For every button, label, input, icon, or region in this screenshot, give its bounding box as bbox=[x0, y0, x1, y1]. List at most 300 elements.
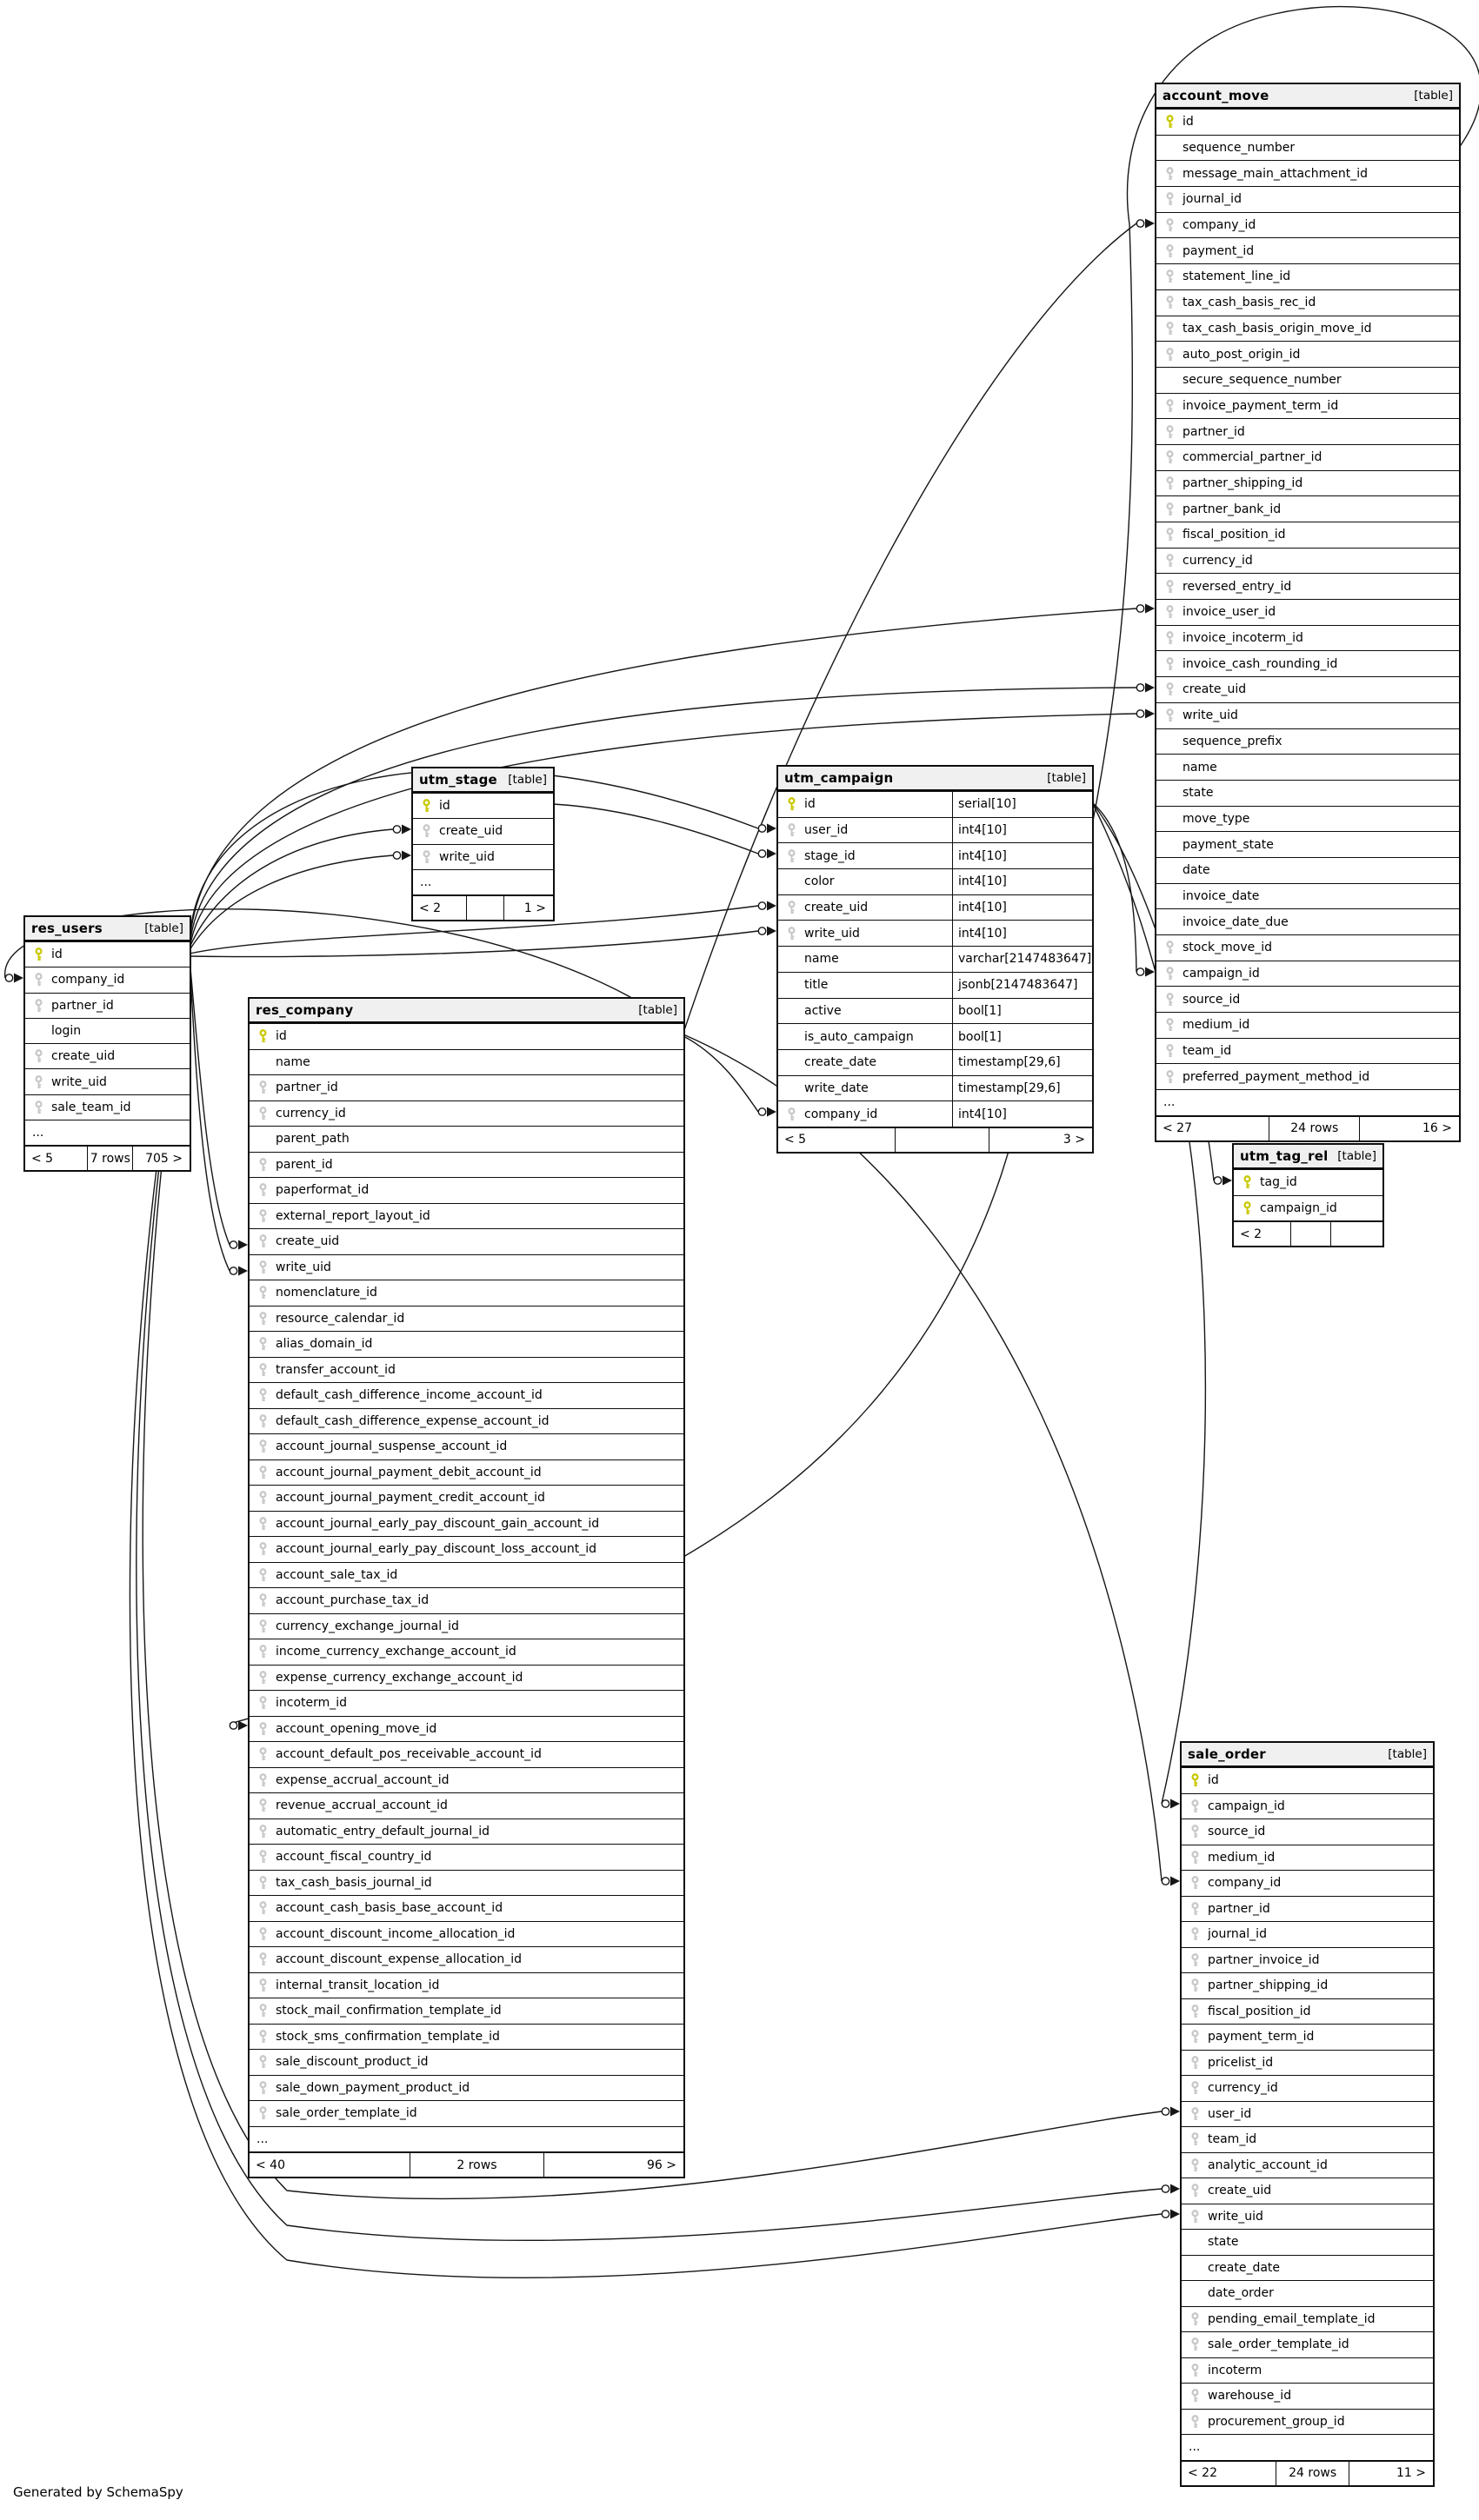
column-row-partner_id bbox=[250, 1074, 683, 1100]
more-columns-ellipsis: ... bbox=[250, 2126, 683, 2152]
column-name: write_uid bbox=[1183, 708, 1238, 723]
foreign-key-icon bbox=[413, 850, 439, 864]
column-name: stock_move_id bbox=[1183, 941, 1273, 955]
column-row-company_id bbox=[1182, 1870, 1433, 1896]
column-row-account_sale_tax_id bbox=[250, 1562, 683, 1588]
zero-or-one-circle-icon bbox=[230, 1241, 237, 1248]
column-row-currency_id bbox=[250, 1100, 683, 1127]
fk-arrow-icon bbox=[1170, 2184, 1180, 2194]
column-name: default_cash_difference_income_account_id bbox=[276, 1388, 543, 1403]
table-footer bbox=[413, 894, 553, 920]
column-row-write_date bbox=[778, 1075, 1092, 1101]
fk-arrow-icon bbox=[238, 1240, 248, 1250]
zero-or-one-circle-icon bbox=[1136, 220, 1143, 227]
footer-children: 16 > bbox=[1422, 1121, 1452, 1136]
column-row-sale_order_template_id bbox=[1182, 2331, 1433, 2357]
column-name: write_uid bbox=[276, 1260, 331, 1274]
foreign-key-icon bbox=[25, 1075, 51, 1089]
column-row-commercial_partner_id bbox=[1156, 444, 1459, 470]
footer-children: 11 > bbox=[1396, 2466, 1427, 2480]
column-name: write_uid bbox=[804, 926, 860, 941]
foreign-key-icon bbox=[250, 1183, 276, 1197]
foreign-key-icon bbox=[1182, 1851, 1208, 1865]
column-row-id bbox=[413, 793, 553, 818]
column-row-write_uid bbox=[250, 1254, 683, 1280]
foreign-key-icon bbox=[778, 1107, 804, 1121]
column-row-default_cash_difference_expense_account_id bbox=[250, 1408, 683, 1434]
foreign-key-icon bbox=[1156, 554, 1183, 568]
table-res_company[interactable] bbox=[248, 997, 685, 2178]
column-name: partner_bank_id bbox=[1183, 502, 1282, 516]
foreign-key-icon bbox=[250, 1901, 276, 1915]
column-name: create_uid bbox=[804, 901, 869, 915]
primary-key-icon bbox=[1234, 1201, 1260, 1215]
column-row-campaign_id bbox=[1182, 1793, 1433, 1819]
table-title[interactable]: sale_order bbox=[1188, 1746, 1266, 1762]
foreign-key-icon bbox=[1182, 1953, 1208, 1967]
column-name: write_uid bbox=[1208, 2209, 1263, 2224]
primary-key-icon bbox=[250, 1029, 276, 1043]
column-row-paperformat_id bbox=[250, 1177, 683, 1203]
column-name: payment_state bbox=[1183, 837, 1274, 852]
column-name: reversed_entry_id bbox=[1183, 579, 1292, 594]
column-row-team_id bbox=[1156, 1038, 1459, 1064]
column-name: create_uid bbox=[1183, 682, 1247, 697]
column-row-account_journal_payment_credit_account_id bbox=[250, 1485, 683, 1511]
column-name: partner_id bbox=[276, 1080, 338, 1095]
table-tag: [table] bbox=[508, 773, 547, 787]
column-name: tax_cash_basis_origin_move_id bbox=[1183, 321, 1372, 336]
column-row-source_id bbox=[1182, 1819, 1433, 1845]
zero-or-one-circle-icon bbox=[1136, 710, 1143, 717]
column-row-account_journal_early_pay_discount_gain_account_id bbox=[250, 1511, 683, 1537]
column-name: write_date bbox=[804, 1080, 869, 1095]
column-name: account_default_pos_receivable_account_id bbox=[276, 1747, 542, 1762]
column-name: tax_cash_basis_journal_id bbox=[276, 1875, 432, 1890]
column-name: sale_order_template_id bbox=[1208, 2337, 1349, 2352]
footer-parents: < 5 bbox=[778, 1128, 896, 1152]
fk-arrow-icon bbox=[14, 974, 23, 983]
fk-arrow-icon bbox=[1170, 1799, 1180, 1809]
column-name: name bbox=[1183, 760, 1217, 775]
foreign-key-icon bbox=[1156, 993, 1183, 1007]
column-name: transfer_account_id bbox=[276, 1362, 396, 1377]
column-row-account_purchase_tax_id bbox=[250, 1587, 683, 1613]
column-name: account_journal_early_pay_discount_gain_account_id bbox=[276, 1516, 600, 1531]
column-name: partner_id bbox=[1183, 424, 1245, 439]
fk-arrow-icon bbox=[1170, 1877, 1180, 1886]
table-title[interactable]: utm_tag_rel bbox=[1240, 1148, 1329, 1164]
table-title[interactable]: res_company bbox=[256, 1002, 354, 1018]
column-row-warehouse_id bbox=[1182, 2383, 1433, 2409]
column-name: auto_post_origin_id bbox=[1183, 347, 1301, 362]
column-row-stock_mail_confirmation_template_id bbox=[250, 1998, 683, 2024]
column-row-invoice_incoterm_id bbox=[1156, 625, 1459, 651]
zero-or-one-circle-icon bbox=[1136, 605, 1143, 612]
column-row-write_uid bbox=[1182, 2204, 1433, 2230]
column-row-write_uid bbox=[1156, 702, 1459, 728]
foreign-key-icon bbox=[250, 1825, 276, 1838]
fk-arrow-icon bbox=[1170, 2107, 1180, 2117]
column-type: int4[10] bbox=[952, 1101, 1092, 1127]
column-row-account_fiscal_country_id bbox=[250, 1844, 683, 1870]
column-name: nomenclature_id bbox=[276, 1286, 377, 1300]
footer-parents: < 22 bbox=[1182, 2462, 1276, 2485]
column-name: alias_domain_id bbox=[276, 1337, 373, 1352]
table-res_users[interactable] bbox=[23, 915, 191, 1172]
column-row-name bbox=[1156, 754, 1459, 780]
column-name: invoice_user_id bbox=[1183, 605, 1276, 620]
foreign-key-icon bbox=[1182, 2184, 1208, 2198]
column-name: message_main_attachment_id bbox=[1183, 166, 1368, 181]
column-name: parent_id bbox=[276, 1157, 333, 1172]
footer-parents: < 40 bbox=[250, 2153, 410, 2177]
foreign-key-icon bbox=[1156, 528, 1183, 542]
column-row-currency_id bbox=[1156, 548, 1459, 574]
column-row-user_id bbox=[1182, 2101, 1433, 2127]
column-row-journal_id bbox=[1156, 186, 1459, 212]
column-row-parent_id bbox=[250, 1152, 683, 1178]
footer-children: 96 > bbox=[647, 2158, 677, 2172]
column-name: state bbox=[1183, 786, 1214, 801]
column-name: fiscal_position_id bbox=[1208, 2004, 1311, 2018]
column-name: campaign_id bbox=[1260, 1200, 1337, 1215]
table-title[interactable]: utm_campaign bbox=[784, 770, 894, 786]
column-name: id bbox=[51, 947, 63, 962]
column-name: name bbox=[804, 952, 839, 967]
fk-arrow-icon bbox=[1223, 1176, 1232, 1186]
column-row-partner_id bbox=[25, 993, 190, 1018]
column-name: create_date bbox=[804, 1055, 877, 1070]
column-name: account_sale_tax_id bbox=[276, 1567, 398, 1582]
column-type: bool[1] bbox=[952, 1024, 1092, 1049]
column-row-revenue_accrual_account_id bbox=[250, 1792, 683, 1819]
more-columns-ellipsis: ... bbox=[25, 1120, 190, 1145]
zero-or-one-circle-icon bbox=[1162, 2108, 1169, 2115]
zero-or-one-circle-icon bbox=[1136, 684, 1143, 691]
zero-or-one-circle-icon bbox=[1214, 1177, 1221, 1184]
column-name: medium_id bbox=[1208, 1850, 1276, 1865]
foreign-key-icon bbox=[25, 999, 51, 1013]
column-row-user_id bbox=[778, 817, 1092, 843]
column-row-partner_shipping_id bbox=[1182, 1972, 1433, 1998]
footer-parents: < 5 bbox=[25, 1147, 88, 1170]
footer-rowcount: 24 rows bbox=[1276, 2462, 1350, 2485]
column-row-create_date bbox=[778, 1049, 1092, 1075]
column-name: secure_sequence_number bbox=[1183, 373, 1342, 388]
column-name: account_cash_basis_base_account_id bbox=[276, 1901, 503, 1916]
column-name: stage_id bbox=[804, 848, 856, 863]
foreign-key-icon bbox=[250, 1876, 276, 1890]
column-row-reversed_entry_id bbox=[1156, 573, 1459, 599]
column-name: account_discount_expense_allocation_id bbox=[276, 1952, 523, 1967]
zero-or-one-circle-icon bbox=[1162, 1800, 1169, 1807]
table-footer bbox=[1234, 1220, 1382, 1246]
column-name: partner_shipping_id bbox=[1208, 1978, 1329, 1993]
footer-rowcount bbox=[896, 1128, 989, 1152]
column-row-state bbox=[1182, 2229, 1433, 2255]
foreign-key-icon bbox=[413, 824, 439, 838]
column-row-color bbox=[778, 868, 1092, 894]
column-name: team_id bbox=[1208, 2132, 1257, 2147]
column-row-sale_discount_product_id bbox=[250, 2049, 683, 2075]
table-tag: [table] bbox=[638, 1003, 677, 1017]
column-name: invoice_date_due bbox=[1183, 914, 1289, 929]
column-name: create_uid bbox=[439, 824, 503, 839]
column-name: company_id bbox=[1208, 1876, 1282, 1891]
column-name: partner_id bbox=[51, 998, 114, 1013]
foreign-key-icon bbox=[1182, 2415, 1208, 2429]
table-tag: [table] bbox=[1047, 771, 1086, 785]
column-type: bool[1] bbox=[952, 999, 1092, 1024]
column-type: int4[10] bbox=[952, 921, 1092, 946]
zero-or-one-circle-icon bbox=[1162, 1878, 1169, 1885]
column-name: sale_down_payment_product_id bbox=[276, 2080, 470, 2095]
zero-or-one-circle-icon bbox=[758, 1108, 765, 1115]
column-name: external_report_layout_id bbox=[276, 1208, 430, 1223]
foreign-key-icon bbox=[1156, 425, 1183, 439]
footer-rowcount bbox=[467, 896, 504, 920]
foreign-key-icon bbox=[1156, 450, 1183, 464]
relationship-edge bbox=[683, 1034, 1162, 1881]
column-row-create_uid bbox=[413, 818, 553, 843]
foreign-key-icon bbox=[250, 1773, 276, 1787]
table-footer bbox=[778, 1127, 1092, 1152]
column-row-account_opening_move_id bbox=[250, 1716, 683, 1742]
footer-parents: < 2 bbox=[413, 896, 467, 920]
column-row-sequence_number bbox=[1156, 135, 1459, 161]
column-name: sale_discount_product_id bbox=[276, 2055, 429, 2070]
foreign-key-icon bbox=[1182, 2337, 1208, 2351]
foreign-key-icon bbox=[250, 1696, 276, 1710]
column-name: state bbox=[1208, 2235, 1239, 2250]
column-name: id bbox=[804, 797, 816, 812]
foreign-key-icon bbox=[250, 2081, 276, 2095]
column-row-create_date bbox=[1182, 2255, 1433, 2281]
column-name: warehouse_id bbox=[1208, 2389, 1292, 2404]
column-type: int4[10] bbox=[952, 818, 1092, 843]
column-name: partner_shipping_id bbox=[1183, 475, 1303, 490]
table-utm_stage[interactable] bbox=[411, 767, 555, 921]
foreign-key-icon bbox=[250, 2004, 276, 2018]
column-row-partner_id bbox=[1182, 1896, 1433, 1922]
column-name: user_id bbox=[804, 823, 849, 838]
column-row-default_cash_difference_income_account_id bbox=[250, 1382, 683, 1408]
column-row-tax_cash_basis_journal_id bbox=[250, 1870, 683, 1896]
foreign-key-icon bbox=[250, 1363, 276, 1377]
table-footer bbox=[25, 1145, 190, 1170]
foreign-key-icon bbox=[250, 1799, 276, 1812]
column-row-nomenclature_id bbox=[250, 1280, 683, 1306]
foreign-key-icon bbox=[1182, 2158, 1208, 2172]
column-name: account_journal_suspense_account_id bbox=[276, 1440, 508, 1454]
column-name: fiscal_position_id bbox=[1183, 528, 1286, 542]
fk-arrow-icon bbox=[767, 1107, 776, 1117]
fk-arrow-icon bbox=[767, 824, 776, 834]
column-name: campaign_id bbox=[1183, 967, 1260, 981]
column-name: is_auto_campaign bbox=[804, 1029, 914, 1044]
column-name: tag_id bbox=[1260, 1175, 1297, 1190]
column-name: write_uid bbox=[51, 1074, 107, 1089]
primary-key-icon bbox=[778, 797, 804, 811]
column-name: tax_cash_basis_rec_id bbox=[1183, 296, 1316, 310]
column-row-account_discount_income_allocation_id bbox=[250, 1921, 683, 1947]
column-row-date bbox=[1156, 857, 1459, 883]
footer-parents: < 2 bbox=[1234, 1222, 1291, 1246]
primary-key-icon bbox=[1156, 115, 1183, 129]
column-name: medium_id bbox=[1183, 1018, 1250, 1033]
table-title[interactable]: res_users bbox=[31, 921, 103, 936]
relationship-edge bbox=[190, 931, 758, 957]
foreign-key-icon bbox=[250, 1671, 276, 1685]
fk-arrow-icon bbox=[402, 825, 411, 834]
zero-or-one-circle-icon bbox=[758, 902, 765, 909]
column-row-company_id bbox=[25, 967, 190, 992]
column-row-create_uid bbox=[778, 894, 1092, 921]
foreign-key-icon bbox=[250, 1978, 276, 1992]
foreign-key-icon bbox=[250, 1619, 276, 1633]
column-name: procurement_group_id bbox=[1208, 2414, 1345, 2429]
column-row-title bbox=[778, 972, 1092, 998]
column-row-payment_id bbox=[1156, 237, 1459, 263]
foreign-key-icon bbox=[250, 2055, 276, 2069]
zero-or-one-circle-icon bbox=[758, 928, 765, 934]
foreign-key-icon bbox=[778, 901, 804, 914]
fk-arrow-icon bbox=[767, 927, 776, 936]
column-name: payment_id bbox=[1183, 243, 1255, 258]
column-row-write_uid bbox=[25, 1068, 190, 1094]
foreign-key-icon bbox=[250, 1542, 276, 1556]
column-name: write_uid bbox=[439, 849, 495, 864]
table-sale_order[interactable] bbox=[1180, 1741, 1435, 2487]
column-row-partner_shipping_id bbox=[1156, 470, 1459, 496]
column-type: timestamp[29,6] bbox=[952, 1076, 1092, 1101]
foreign-key-icon bbox=[1156, 296, 1183, 309]
foreign-key-icon bbox=[250, 1234, 276, 1248]
column-row-preferred_payment_method_id bbox=[1156, 1063, 1459, 1089]
column-name: preferred_payment_method_id bbox=[1183, 1069, 1370, 1084]
foreign-key-icon bbox=[250, 2106, 276, 2120]
more-columns-ellipsis: ... bbox=[1182, 2434, 1433, 2460]
column-row-currency_id bbox=[1182, 2075, 1433, 2101]
foreign-key-icon bbox=[1156, 1044, 1183, 1058]
column-name: invoice_date bbox=[1183, 888, 1260, 903]
zero-or-one-circle-icon bbox=[393, 852, 400, 859]
relationship-edge bbox=[1092, 802, 1136, 972]
more-columns-ellipsis: ... bbox=[413, 869, 553, 894]
column-row-payment_state bbox=[1156, 831, 1459, 857]
column-row-team_id bbox=[1182, 2126, 1433, 2152]
foreign-key-icon bbox=[1156, 476, 1183, 490]
table-utm_campaign[interactable] bbox=[776, 765, 1094, 1154]
column-row-procurement_group_id bbox=[1182, 2409, 1433, 2435]
column-row-tag_id bbox=[1234, 1169, 1382, 1195]
foreign-key-icon bbox=[1156, 167, 1183, 181]
column-row-parent_path bbox=[250, 1126, 683, 1152]
foreign-key-icon bbox=[1156, 192, 1183, 206]
foreign-key-icon bbox=[250, 1080, 276, 1094]
column-name: invoice_cash_rounding_id bbox=[1183, 656, 1338, 671]
zero-or-one-circle-icon bbox=[1162, 2211, 1169, 2217]
foreign-key-icon bbox=[250, 1722, 276, 1736]
table-title[interactable]: utm_stage bbox=[419, 772, 497, 788]
foreign-key-icon bbox=[1156, 218, 1183, 232]
column-row-create_uid bbox=[1182, 2178, 1433, 2204]
foreign-key-icon bbox=[250, 1286, 276, 1300]
fk-arrow-icon bbox=[1170, 2210, 1180, 2219]
zero-or-one-circle-icon bbox=[1162, 2185, 1169, 2192]
column-row-company_id bbox=[778, 1100, 1092, 1127]
column-row-account_journal_payment_debit_account_id bbox=[250, 1459, 683, 1486]
column-type: serial[10] bbox=[952, 792, 1092, 817]
column-row-invoice_date_due bbox=[1156, 908, 1459, 934]
relationship-edge bbox=[683, 1036, 758, 1112]
footer-rowcount: 7 rows bbox=[88, 1147, 133, 1170]
column-row-secure_sequence_number bbox=[1156, 367, 1459, 393]
column-name: id bbox=[1208, 1773, 1219, 1788]
column-name: account_journal_payment_credit_account_id bbox=[276, 1491, 545, 1506]
table-account_move[interactable] bbox=[1155, 83, 1461, 1142]
zero-or-one-circle-icon bbox=[1136, 968, 1143, 975]
column-name: resource_calendar_id bbox=[276, 1311, 405, 1326]
table-title[interactable]: account_move bbox=[1163, 88, 1269, 103]
column-row-fiscal_position_id bbox=[1156, 522, 1459, 548]
column-row-internal_transit_location_id bbox=[250, 1972, 683, 1998]
column-name: journal_id bbox=[1183, 192, 1242, 207]
column-name: account_purchase_tax_id bbox=[276, 1593, 430, 1608]
column-name: partner_invoice_id bbox=[1208, 1952, 1320, 1967]
table-tag: [table] bbox=[144, 921, 183, 935]
column-row-id bbox=[250, 1023, 683, 1049]
column-row-name bbox=[778, 946, 1092, 972]
footer-children: 1 > bbox=[523, 901, 546, 915]
column-name: sale_team_id bbox=[51, 1100, 131, 1114]
column-row-medium_id bbox=[1156, 1012, 1459, 1038]
column-row-source_id bbox=[1156, 986, 1459, 1012]
fk-arrow-icon bbox=[1145, 967, 1155, 977]
column-type: timestamp[29,6] bbox=[952, 1050, 1092, 1075]
column-name: pending_email_template_id bbox=[1208, 2311, 1376, 2326]
column-name: company_id bbox=[51, 973, 125, 987]
table-utm_tag_rel[interactable] bbox=[1232, 1143, 1384, 1247]
foreign-key-icon bbox=[250, 1568, 276, 1582]
column-name: stock_mail_confirmation_template_id bbox=[276, 2004, 502, 2018]
fk-arrow-icon bbox=[1145, 604, 1155, 614]
column-row-pricelist_id bbox=[1182, 2050, 1433, 2076]
foreign-key-icon bbox=[250, 1440, 276, 1453]
column-type: varchar[2147483647] bbox=[952, 947, 1092, 972]
column-row-sale_team_id bbox=[25, 1094, 190, 1120]
column-row-journal_id bbox=[1182, 1921, 1433, 1947]
column-row-sequence_prefix bbox=[1156, 728, 1459, 755]
column-row-message_main_attachment_id bbox=[1156, 160, 1459, 186]
column-name: parent_path bbox=[276, 1132, 350, 1147]
column-row-id bbox=[1156, 109, 1459, 135]
foreign-key-icon bbox=[250, 1850, 276, 1864]
foreign-key-icon bbox=[1182, 1825, 1208, 1838]
column-name: invoice_payment_term_id bbox=[1183, 398, 1339, 413]
primary-key-icon bbox=[1182, 1773, 1208, 1787]
column-name: id bbox=[439, 799, 450, 814]
foreign-key-icon bbox=[250, 1260, 276, 1274]
foreign-key-icon bbox=[250, 2030, 276, 2044]
column-name: stock_sms_confirmation_template_id bbox=[276, 2029, 500, 2044]
column-row-invoice_payment_term_id bbox=[1156, 393, 1459, 419]
footer-rowcount: 2 rows bbox=[410, 2153, 543, 2177]
zero-or-one-circle-icon bbox=[5, 974, 12, 981]
relationship-edge bbox=[190, 829, 393, 947]
column-row-automatic_entry_default_journal_id bbox=[250, 1819, 683, 1845]
